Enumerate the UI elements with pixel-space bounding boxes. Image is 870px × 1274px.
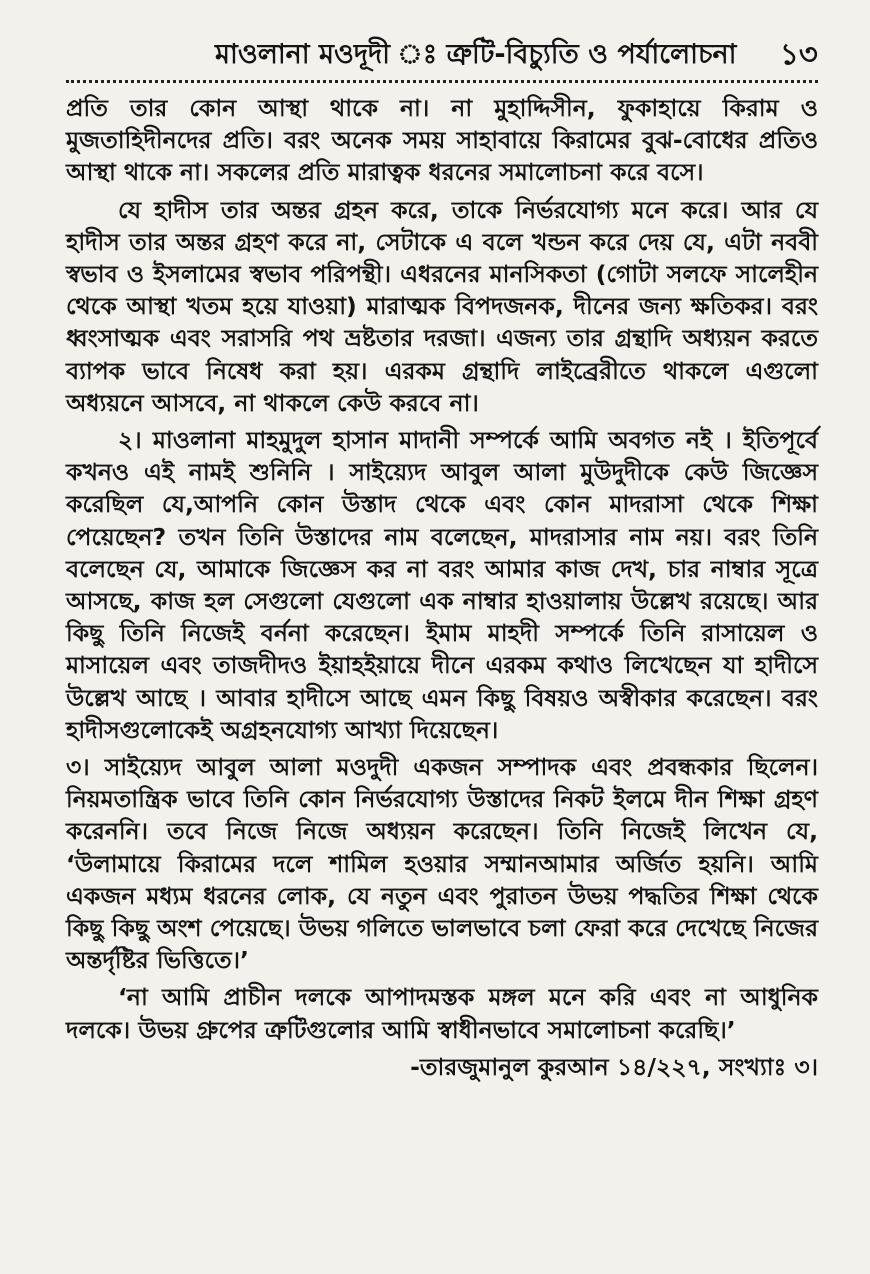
page-number: ১৩ [780,37,818,71]
paragraph-quote: ‘না আমি প্রাচীন দলকে আপাদমস্তক মঙ্গল মনে করি এবং না আধুনিক দলকে। উভয় গ্রুপের ত্রুটিগুলোর আমি স্বাধীনভাবে সমালোচনা করেছি।’ [66,983,818,1044]
paragraph-continuation: প্রতি তার কোন আস্থা থাকে না। না মুহাদ্দিসীন, ফুকাহায়ে কিরাম ও মুজতাহিদীনদের প্রতি। বরং অনেক সময় সাহাবায়ে কিরামের বুঝ-বোধের প্রতিও আস্থা থাকে না। সকলের প্রতি মারাত্বক ধরনের সমালোচনা করে বসে। [66,94,818,187]
paragraph-point-2: ২। মাওলানা মাহমুদুল হাসান মাদানী সম্পর্কে আমি অবগত নই । ইতিপূর্বে কখনও এই নামই শুনিনি । সাইয়্যেদ আবুল আলা মুউদুদীকে কেউ জিজ্ঞেস করেছিল যে,আপনি কোন উস্তাদ থেকে এবং কোন মাদরাসা থেকে শিক্ষা পেয়েছেন? তখন তিনি উস্তাদের নাম বলেছেন, মাদরাসার নাম নয়। বরং তিনি বলেছেন যে, আমাকে জিজ্ঞেস কর না বরং আমার কাজ দেখ, চার নাম্বার সূত্রে আসছে, কাজ হল সেগুলো যেগুলো এক নাম্বার হাওয়ালায় উল্লেখ রয়েছে। আর কিছু তিনি নিজেই বর্ননা করেছেন। ইমাম মাহদী সম্পর্কে তিনি রাসায়েল ও মাসায়েল এবং তাজদীদও ইয়াহইয়ায়ে দীনে এরকম কথাও লিখেছেন যা হাদীসে উল্লেখ আছে । আবার হাদীসে আছে এমন কিছু বিষয়ও অস্বীকার করেছেন। বরং হাদীসগুলোকেই অগ্রহনযোগ্য আখ্যা দিয়েছেন। [66,426,818,744]
citation: -তারজুমানুল কুরআন ১৪/২২৭, সংখ্যাঃ ৩। [410,1052,818,1081]
body-text [66,92,818,1083]
header-dotted-rule [66,80,818,83]
running-header [0,28,870,74]
paragraph-hadith-acceptance: যে হাদীস তার অন্তর গ্রহন করে, তাকে নির্ভরযোগ্য মনে করে। আর যে হাদীস তার অন্তর গ্রহণ করে না, সেটাকে এ বলে খন্ডন করে দেয় যে, এটা নববী স্বভাব ও ইসলামের স্বভাব পরিপন্থী। এধরনের মানসিকতা (গোটা সলফে সালেহীন থেকে আস্থা খতম হয়ে যাওয়া) মারাত্মক বিপদজনক, দীনের জন্য ক্ষতিকর। বরং ধ্বংসাত্মক এবং সরাসরি পথ ভ্রষ্টতার দরজা। এজন্য তার গ্রন্থাদি অধ্যয়ন করতে ব্যাপক ভাবে নিষেধ করা হয়। এরকম গ্রন্থাদি লাইব্রেরীতে থাকলে এগুলো অধ্যয়নে আসবে, না থাকলে কেউ করবে না। [66,195,818,417]
paragraph-point-3: ৩। সাইয়্যেদ আবুল আলা মওদুদী একজন সম্পাদক এবং প্রবন্ধকার ছিলেন। নিয়মতান্ত্রিক ভাবে তিনি কোন নির্ভরযোগ্য উস্তাদের নিকট ইলমে দীন শিক্ষা গ্রহণ করেননি। তবে নিজে নিজে অধ্যয়ন করেছেন। তিনি নিজেই লিখেন যে, ‘উলামায়ে কিরামের দলে শামিল হওয়ার সম্মানআমার অর্জিত হয়নি। আমি একজন মধ্যম ধরনের লোক, যে নতুন এবং পুরাতন উভয় পদ্ধতির শিক্ষা থেকে কিছু কিছু অংশ পেয়েছে। উভয় গলিতে ভালভাবে চলা ফেরা করে দেখেছে নিজের অন্তর্দৃষ্টির ভিত্তিতে।’ [66,753,818,975]
header-title: মাওলানা মওদূদী ঃ ত্রুটি-বিচ্যুতি ও পর্যালোচনা [215,39,737,70]
